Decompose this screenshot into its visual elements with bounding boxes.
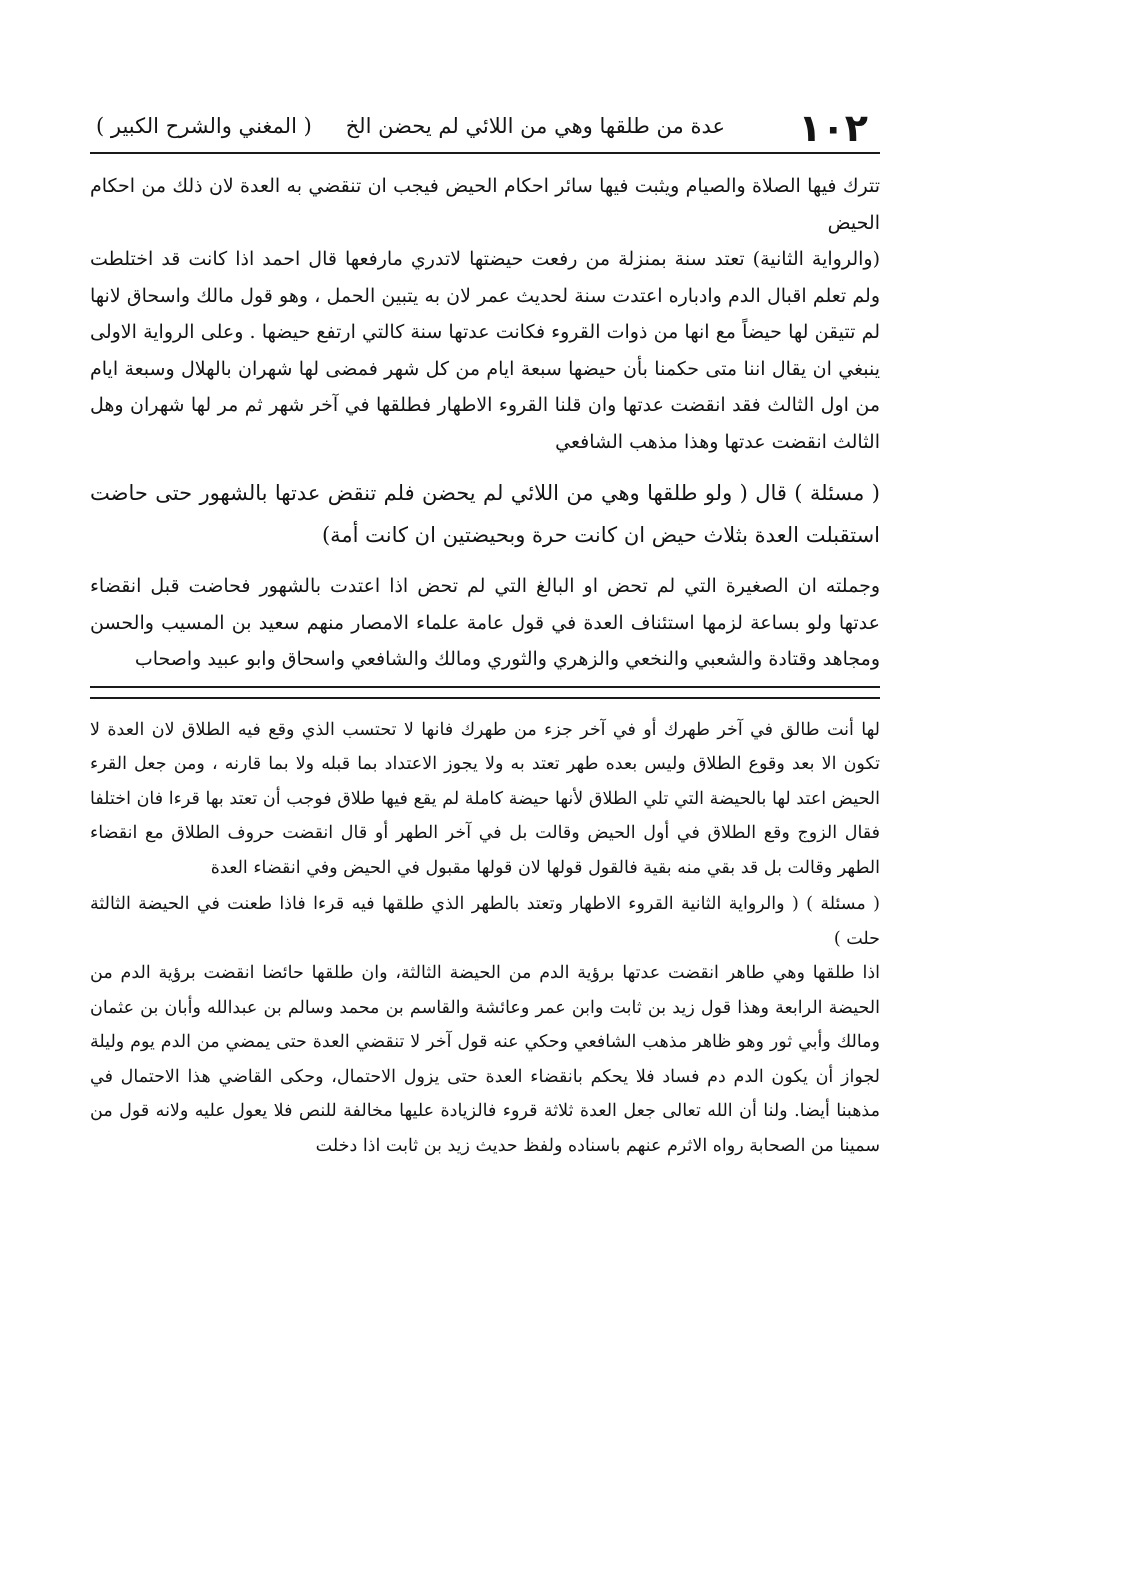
commentary-paragraph: لها أنت طالق في آخر طهرك أو في آخر جزء من طهرك فانها لا تحتسب الذي وقع فيه الطلاق لان العدة لا تكون الا بعد وقوع الطلاق وليس بعده طهر تعتد به ولا يجوز الاعتداد بما قبله ولا بما قارنه ، ومن جعل القرء الحيض اعتد لها بالحيضة التي تلي الطلاق لأنها حيضة كاملة لم يقع فيها طلاق فوجب أن تعتد بها قرءا فان اختلفا فقال الزوج وقع الطلاق في أول الحيض وقالت بل في آخر الطهر أو قال انقضت حروف الطلاق مع انقضاء الطهر وقالت بل قد بقي منه بقية فالقول قولها لان قولها مقبول في الحيض وفي انقضاء العدة bbox=[90, 719, 880, 878]
issue-statement: ( مسئلة ) قال ( ولو طلقها وهي من اللائي لم يحضن فلم تنقض عدتها بالشهور حتى حاضت استقبلت العدة بثلاث حيض ان كانت حرة وبحيضتين ان كانت أمة) bbox=[90, 481, 880, 547]
commentary-paragraph: اذا طلقها وهي طاهر انقضت عدتها برؤية الدم من الحيضة الثالثة، وان طلقها حائضا انقضت برؤية الدم من الحيضة الرابعة وهذا قول زيد بن ثابت وابن عمر وعائشة والقاسم بن محمد وسالم بن عبدالله وأبان بن عثمان ومالك وأبي ثور وهو ظاهر مذهب الشافعي وحكي عنه قول آخر لا تنقضي العدة حتى يمضي من الدم يوم وليلة لجواز أن يكون الدم دم فساد فلا يحكم بانقضاء العدة حتى يزول الاحتمال، وحكى القاضي هذا الاحتمال في مذهبنا أيضا. ولنا أن الله تعالى جعل العدة ثلاثة قروء فالزيادة عليها مخالفة للنص فلا يعول عليه ولانه قول من سمينا من الصحابة رواه الاثرم عنهم باسناده ولفظ حديث زيد بن ثابت اذا دخلت bbox=[90, 963, 880, 1156]
main-paragraph: تترك فيها الصلاة والصيام ويثبت فيها سائر احكام الحيض فيجب ان تنقضي به العدة لان ذلك من احكام الحيض bbox=[90, 175, 880, 234]
commentary-issue: ( مسئلة ) ( والرواية الثانية القروء الاطهار وتعتد بالطهر الذي طلقها فيه قرءا فاذا طعنت في الحيضة الثالثة حلت ) bbox=[90, 894, 880, 949]
book-page bbox=[90, 100, 880, 1163]
main-paragraph: (والرواية الثانية) تعتد سنة بمنزلة من رفعت حيضتها لاتدري مارفعها قال احمد اذا كانت قد اختلطت ولم تعلم اقبال الدم وادباره اعتدت سنة لحديث عمر لان به يتبين الحمل ، وهو قول مالك واسحاق لانها لم تتيقن لها حيضاً مع انها من ذوات القروء فكانت عدتها سنة كالتي ارتفع حيضها . وعلى الرواية الاولى ينبغي ان يقال اننا متى حكمنا بأن حيضها سبعة ايام من كل شهر فمضى لها شهران بالهلال وسبعة ايام من اول الثالث فقد انقضت عدتها وان قلنا القروء الاطهار فطلقها في آخر شهر ثم مر لها شهران وهل الثالث انقضت عدتها وهذا مذهب الشافعي bbox=[90, 248, 880, 453]
book-title: ( المغني والشرح الكبير ) bbox=[96, 114, 312, 138]
section-title: عدة من طلقها وهي من اللائي لم يحضن الخ bbox=[345, 114, 725, 138]
main-text bbox=[90, 168, 880, 678]
main-paragraph: وجملته ان الصغيرة التي لم تحض او البالغ التي لم تحض اذا اعتدت بالشهور فحاضت قبل انقضاء عدتها ولو بساعة لزمها استئناف العدة في قول عامة علماء الامصار منهم سعيد بن المسيب والحسن ومجاهد وقتادة والشعبي والنخعي والزهري والثوري ومالك والشافعي واسحاق وابو عبيد واصحاب bbox=[90, 575, 880, 670]
commentary-text bbox=[90, 713, 880, 1164]
page-header bbox=[90, 100, 880, 154]
double-rule-divider bbox=[90, 686, 880, 699]
page-number: ١٠٢ bbox=[798, 106, 868, 150]
